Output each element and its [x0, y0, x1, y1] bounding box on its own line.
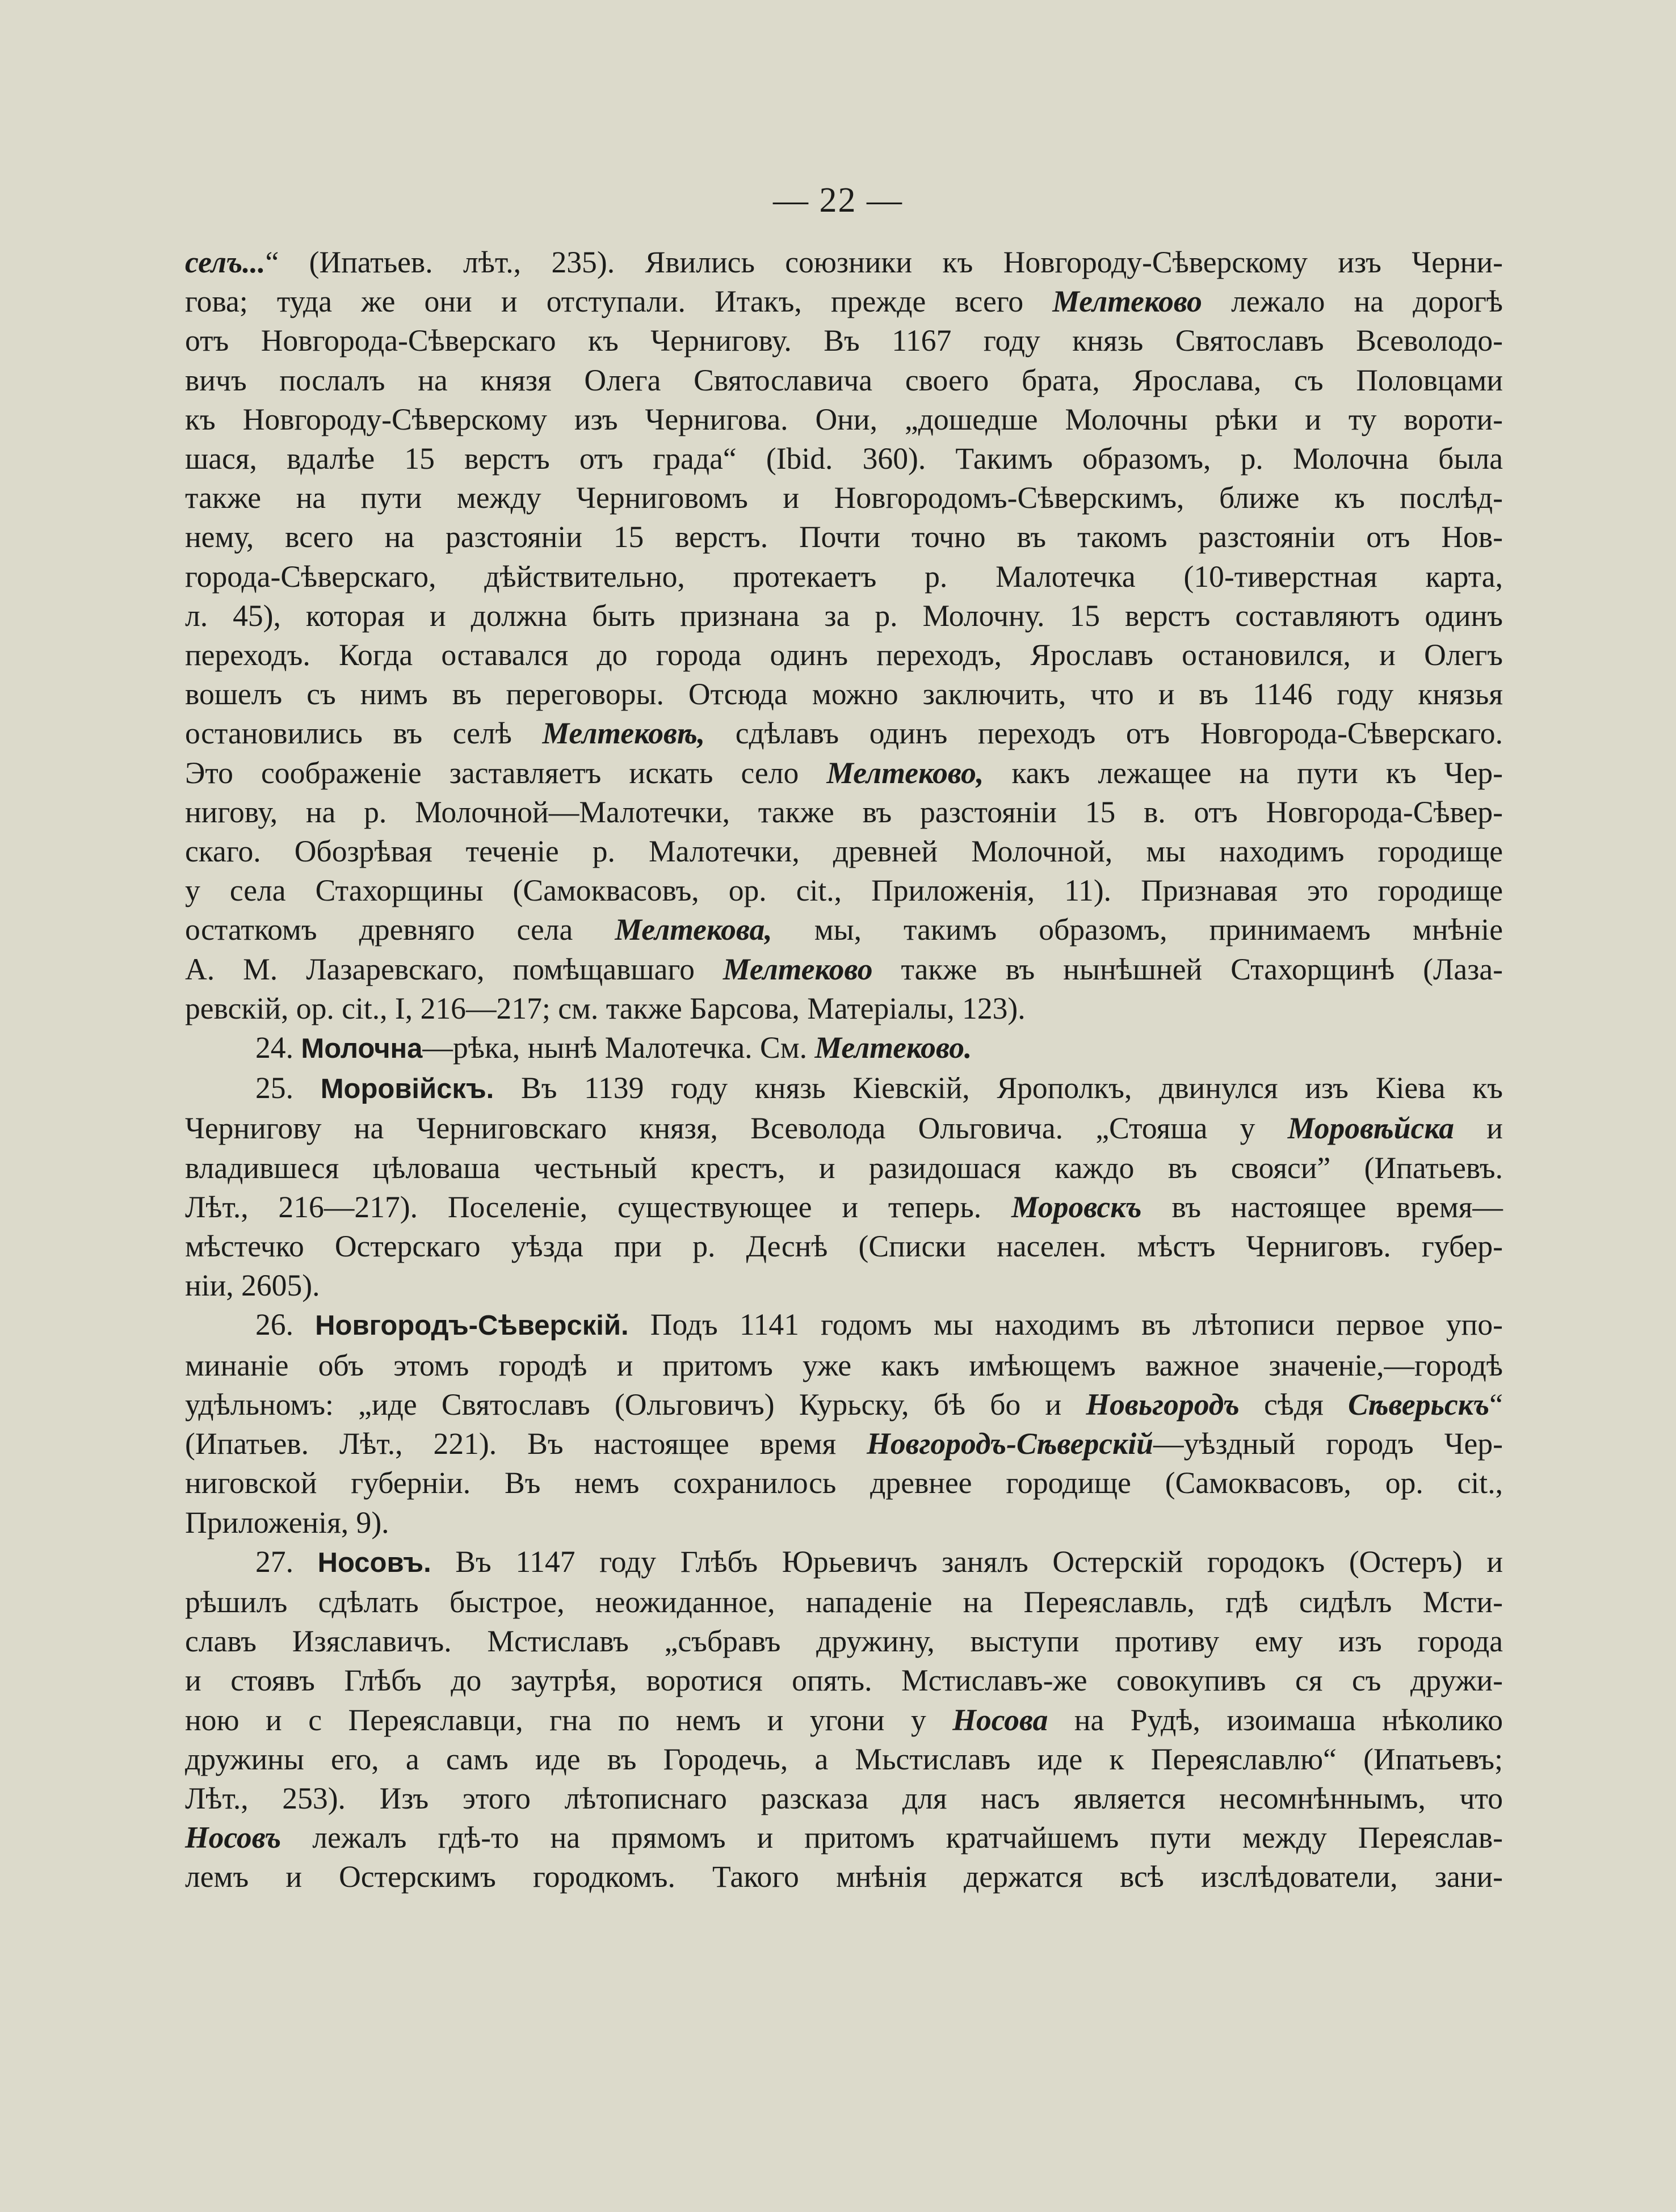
text-run: Это соображеніе заставляетъ искать село: [185, 755, 827, 790]
text-run: лемъ и Остерскимъ городкомъ. Такого мнѣнія держатся всѣ изслѣдователи, зани-: [185, 1860, 1503, 1894]
body-text: [185, 243, 1503, 1897]
text-line: [185, 1227, 1503, 1266]
text-line: [185, 518, 1503, 557]
text-line: [185, 1188, 1503, 1227]
text-line: [185, 714, 1503, 753]
text-line: [185, 1622, 1503, 1661]
text-line: [185, 321, 1503, 360]
text-line: [185, 871, 1503, 910]
place-name: Мелтеково: [723, 952, 873, 986]
text-line: [185, 793, 1503, 832]
text-run: лежало на дорогѣ: [1202, 284, 1503, 319]
text-line: [185, 1385, 1503, 1424]
text-run: остаткомъ древняго села: [185, 912, 615, 947]
text-run: отъ Новгорода-Сѣверскаго къ Чернигову. Въ 1167 году князь Святославъ Всеволодо-: [185, 323, 1503, 358]
text-line: [185, 400, 1503, 439]
place-name: Моровскъ: [1011, 1189, 1142, 1224]
text-run: 27.: [255, 1544, 318, 1579]
text-run: Въ 1139 году князь Кіевскій, Ярополкъ, двинулся изъ Кіева къ: [494, 1071, 1503, 1105]
text-run: въ настоящее время—: [1141, 1189, 1503, 1224]
text-line: [185, 243, 1503, 282]
text-run: мѣстечко Остерскаго уѣзда при р. Деснѣ (Списки населен. мѣстъ Черниговъ. губер-: [185, 1229, 1503, 1264]
text-line: [185, 1701, 1503, 1740]
text-run: ною и с Переяславци, гна по немъ и угони у: [185, 1702, 953, 1737]
text-line: [185, 1424, 1503, 1464]
entry-heading: Новгородъ-Сѣверскій.: [315, 1310, 629, 1342]
text-run: скаго. Обозрѣвая теченіе р. Малотечки, древней Молочной, мы находимъ городище: [185, 834, 1503, 869]
page-number: — 22 —: [773, 181, 903, 220]
text-line: [185, 282, 1503, 321]
place-name: Мелтеково,: [826, 755, 984, 790]
text-line: [185, 950, 1503, 989]
text-run: на Рудѣ, изоимаша нѣколико: [1048, 1702, 1503, 1737]
text-line: [185, 832, 1503, 871]
text-run: Въ 1147 году Глѣбъ Юрьевичъ занялъ Остерскій городокъ (Остеръ) и: [431, 1544, 1503, 1579]
text-run: “ (Ипатьев. лѣт., 235). Явились союзники къ Новгороду-Сѣверскому изъ Черни-: [265, 245, 1503, 279]
text-run: ниговской губерніи. Въ немъ сохранилось древнее городище (Самоквасовъ, op. cit.,: [185, 1466, 1503, 1500]
place-name: Носова: [952, 1702, 1048, 1737]
place-name: Новьгородъ: [1086, 1387, 1240, 1422]
text-run: у села Стахорщины (Самоквасовъ, op. cit., Приложенія, 11). Признавая это городище: [185, 873, 1503, 908]
text-run: города-Сѣверскаго, дѣйствительно, протекаетъ р. Малотечка (10-тиверстная карта,: [185, 559, 1503, 594]
text-line: [185, 1149, 1503, 1188]
text-line: [185, 478, 1503, 518]
place-name: Моровѣйска: [1287, 1111, 1454, 1146]
text-run: также на пути между Черниговомъ и Новгородомъ-Сѣверскимъ, ближе къ послѣд-: [185, 481, 1503, 515]
text-line: [185, 636, 1503, 675]
text-line: [185, 1583, 1503, 1622]
entry-heading: Моровійскъ.: [320, 1074, 494, 1105]
text-run: мы, такимъ образомъ, принимаемъ мнѣніе: [772, 912, 1503, 947]
text-line: [185, 1818, 1503, 1857]
text-run: (Ипатьев. Лѣт., 221). Въ настоящее время: [185, 1427, 867, 1461]
text-run: Лѣт., 216—217). Поселеніе, существующее и теперь.: [185, 1189, 1011, 1224]
text-line: [185, 1346, 1503, 1385]
text-run: остановились въ селѣ: [185, 716, 543, 751]
text-run: —рѣка, нынѣ Малотечка. См.: [422, 1031, 815, 1065]
text-run: также въ нынѣшней Стахорщинѣ (Лаза-: [872, 952, 1503, 986]
place-name: Мелтековѣ,: [542, 716, 705, 751]
text-line: [185, 1305, 1503, 1345]
text-run: рѣшилъ сдѣлать быстрое, неожиданное, нападеніе на Переяславль, гдѣ сидѣлъ Мсти-: [185, 1584, 1503, 1619]
text-run: минаніе объ этомъ городѣ и притомъ уже какъ имѣющемъ важное значеніе,—городѣ: [185, 1348, 1503, 1382]
text-run: л. 45), которая и должна быть признана за р. Молочну. 15 верстъ составляютъ одинъ: [185, 598, 1503, 633]
text-run: сѣдя: [1239, 1387, 1349, 1422]
text-run: вошелъ съ нимъ въ переговоры. Отсюда можно заключить, что и въ 1146 году князья: [185, 677, 1503, 712]
text-run: лежалъ гдѣ-то на прямомъ и притомъ кратчайшемъ пути между Переяслав-: [281, 1820, 1503, 1855]
text-line: [185, 1542, 1503, 1583]
text-line: [185, 1661, 1503, 1700]
text-run: ревскій, op. cit., I, 216—217; см. также Барсова, Матеріалы, 123).: [185, 991, 1026, 1025]
text-run: —уѣздный городъ Чер-: [1153, 1427, 1503, 1461]
entry-heading: Молочна: [301, 1033, 423, 1065]
text-run: 26.: [255, 1307, 316, 1342]
text-run: Подъ 1141 годомъ мы находимъ въ лѣтописи первое упо-: [628, 1307, 1503, 1342]
entry-heading: Носовъ.: [317, 1547, 431, 1578]
text-line: [185, 1857, 1503, 1896]
text-run: Приложенія, 9).: [185, 1505, 389, 1540]
text-run: 25.: [255, 1071, 321, 1105]
text-run: и: [1454, 1111, 1503, 1146]
place-name: Носовъ: [185, 1820, 282, 1855]
text-line: [185, 596, 1503, 636]
text-line: [185, 1464, 1503, 1503]
text-run: переходъ. Когда оставался до города одинъ переходъ, Ярославъ остановился, и Олегъ: [185, 638, 1503, 672]
text-run: какъ лежащее на пути къ Чер-: [984, 755, 1503, 790]
text-line: [185, 1109, 1503, 1148]
text-run: А. М. Лазаревскаго, помѣщавшаго: [185, 952, 723, 986]
text-run: 24.: [255, 1031, 301, 1065]
text-line: [185, 557, 1503, 596]
text-run: удѣльномъ: „иде Святославъ (Ольговичъ) Курьску, бѣ бо и: [185, 1387, 1086, 1422]
text-run: дружины его, а самъ иде въ Городечь, а Мьстиславъ иде к Переяславлю“ (Ипатьевъ;: [185, 1742, 1503, 1776]
place-name: Новгородъ-Сѣверскій: [867, 1427, 1154, 1461]
place-name: Сѣверьскъ: [1348, 1387, 1490, 1422]
text-run: къ Новгороду-Сѣверскому изъ Чернигова. Они, „дошедше Молочны рѣки и ту вороти-: [185, 402, 1503, 436]
text-line: [185, 1028, 1503, 1069]
place-name: Мелтеково: [1052, 284, 1202, 319]
text-line: [185, 1069, 1503, 1109]
text-line: [185, 1503, 1503, 1542]
place-name: Мелтеково.: [814, 1031, 972, 1065]
text-line: [185, 989, 1503, 1028]
text-run: владившеся цѣловаша честьный крестъ, и разидошася каждо въ своясиˮ (Ипатьевъ.: [185, 1150, 1503, 1185]
text-run: нему, всего на разстояніи 15 верстъ. Почти точно въ такомъ разстояніи отъ Нов-: [185, 520, 1503, 554]
text-run: “: [1489, 1387, 1503, 1422]
text-run: славъ Изяславичъ. Мстиславъ „събравъ дружину, выступи противу ему изъ города: [185, 1624, 1503, 1659]
text-line: [185, 1779, 1503, 1818]
text-run: шася, вдалѣе 15 верстъ отъ града“ (Ibid. 360). Такимъ образомъ, р. Молочна была: [185, 441, 1503, 476]
text-line: [185, 1740, 1503, 1779]
text-run: Чернигову на Черниговскаго князя, Всеволода Ольговича. „Стояша у: [185, 1111, 1288, 1146]
text-line: [185, 1266, 1503, 1305]
text-run: и стоявъ Глѣбъ до заутрѣя, воротися опять. Мстиславъ-же совокупивъ ся съ дружи-: [185, 1663, 1503, 1698]
text-line: [185, 675, 1503, 714]
text-line: [185, 439, 1503, 478]
text-run: сдѣлавъ одинъ переходъ отъ Новгорода-Сѣверскаго.: [705, 716, 1503, 751]
text-run: Лѣт., 253). Изъ этого лѣтописнаго разсказа для насъ является несомнѣннымъ, что: [185, 1781, 1503, 1815]
place-name: Мелтекова,: [615, 912, 772, 947]
text-line: [185, 910, 1503, 949]
text-run: гова; туда же они и отступали. Итакъ, прежде всего: [185, 284, 1053, 319]
text-run: ніи, 2605).: [185, 1268, 320, 1303]
place-name: селъ...: [185, 245, 266, 279]
text-line: [185, 361, 1503, 400]
text-run: вичъ послалъ на князя Олега Святославича своего брата, Ярослава, съ Половцами: [185, 363, 1503, 397]
text-line: [185, 754, 1503, 793]
text-run: нигову, на р. Молочной—Малотечки, также въ разстояніи 15 в. отъ Новгорода-Сѣвер-: [185, 794, 1503, 829]
